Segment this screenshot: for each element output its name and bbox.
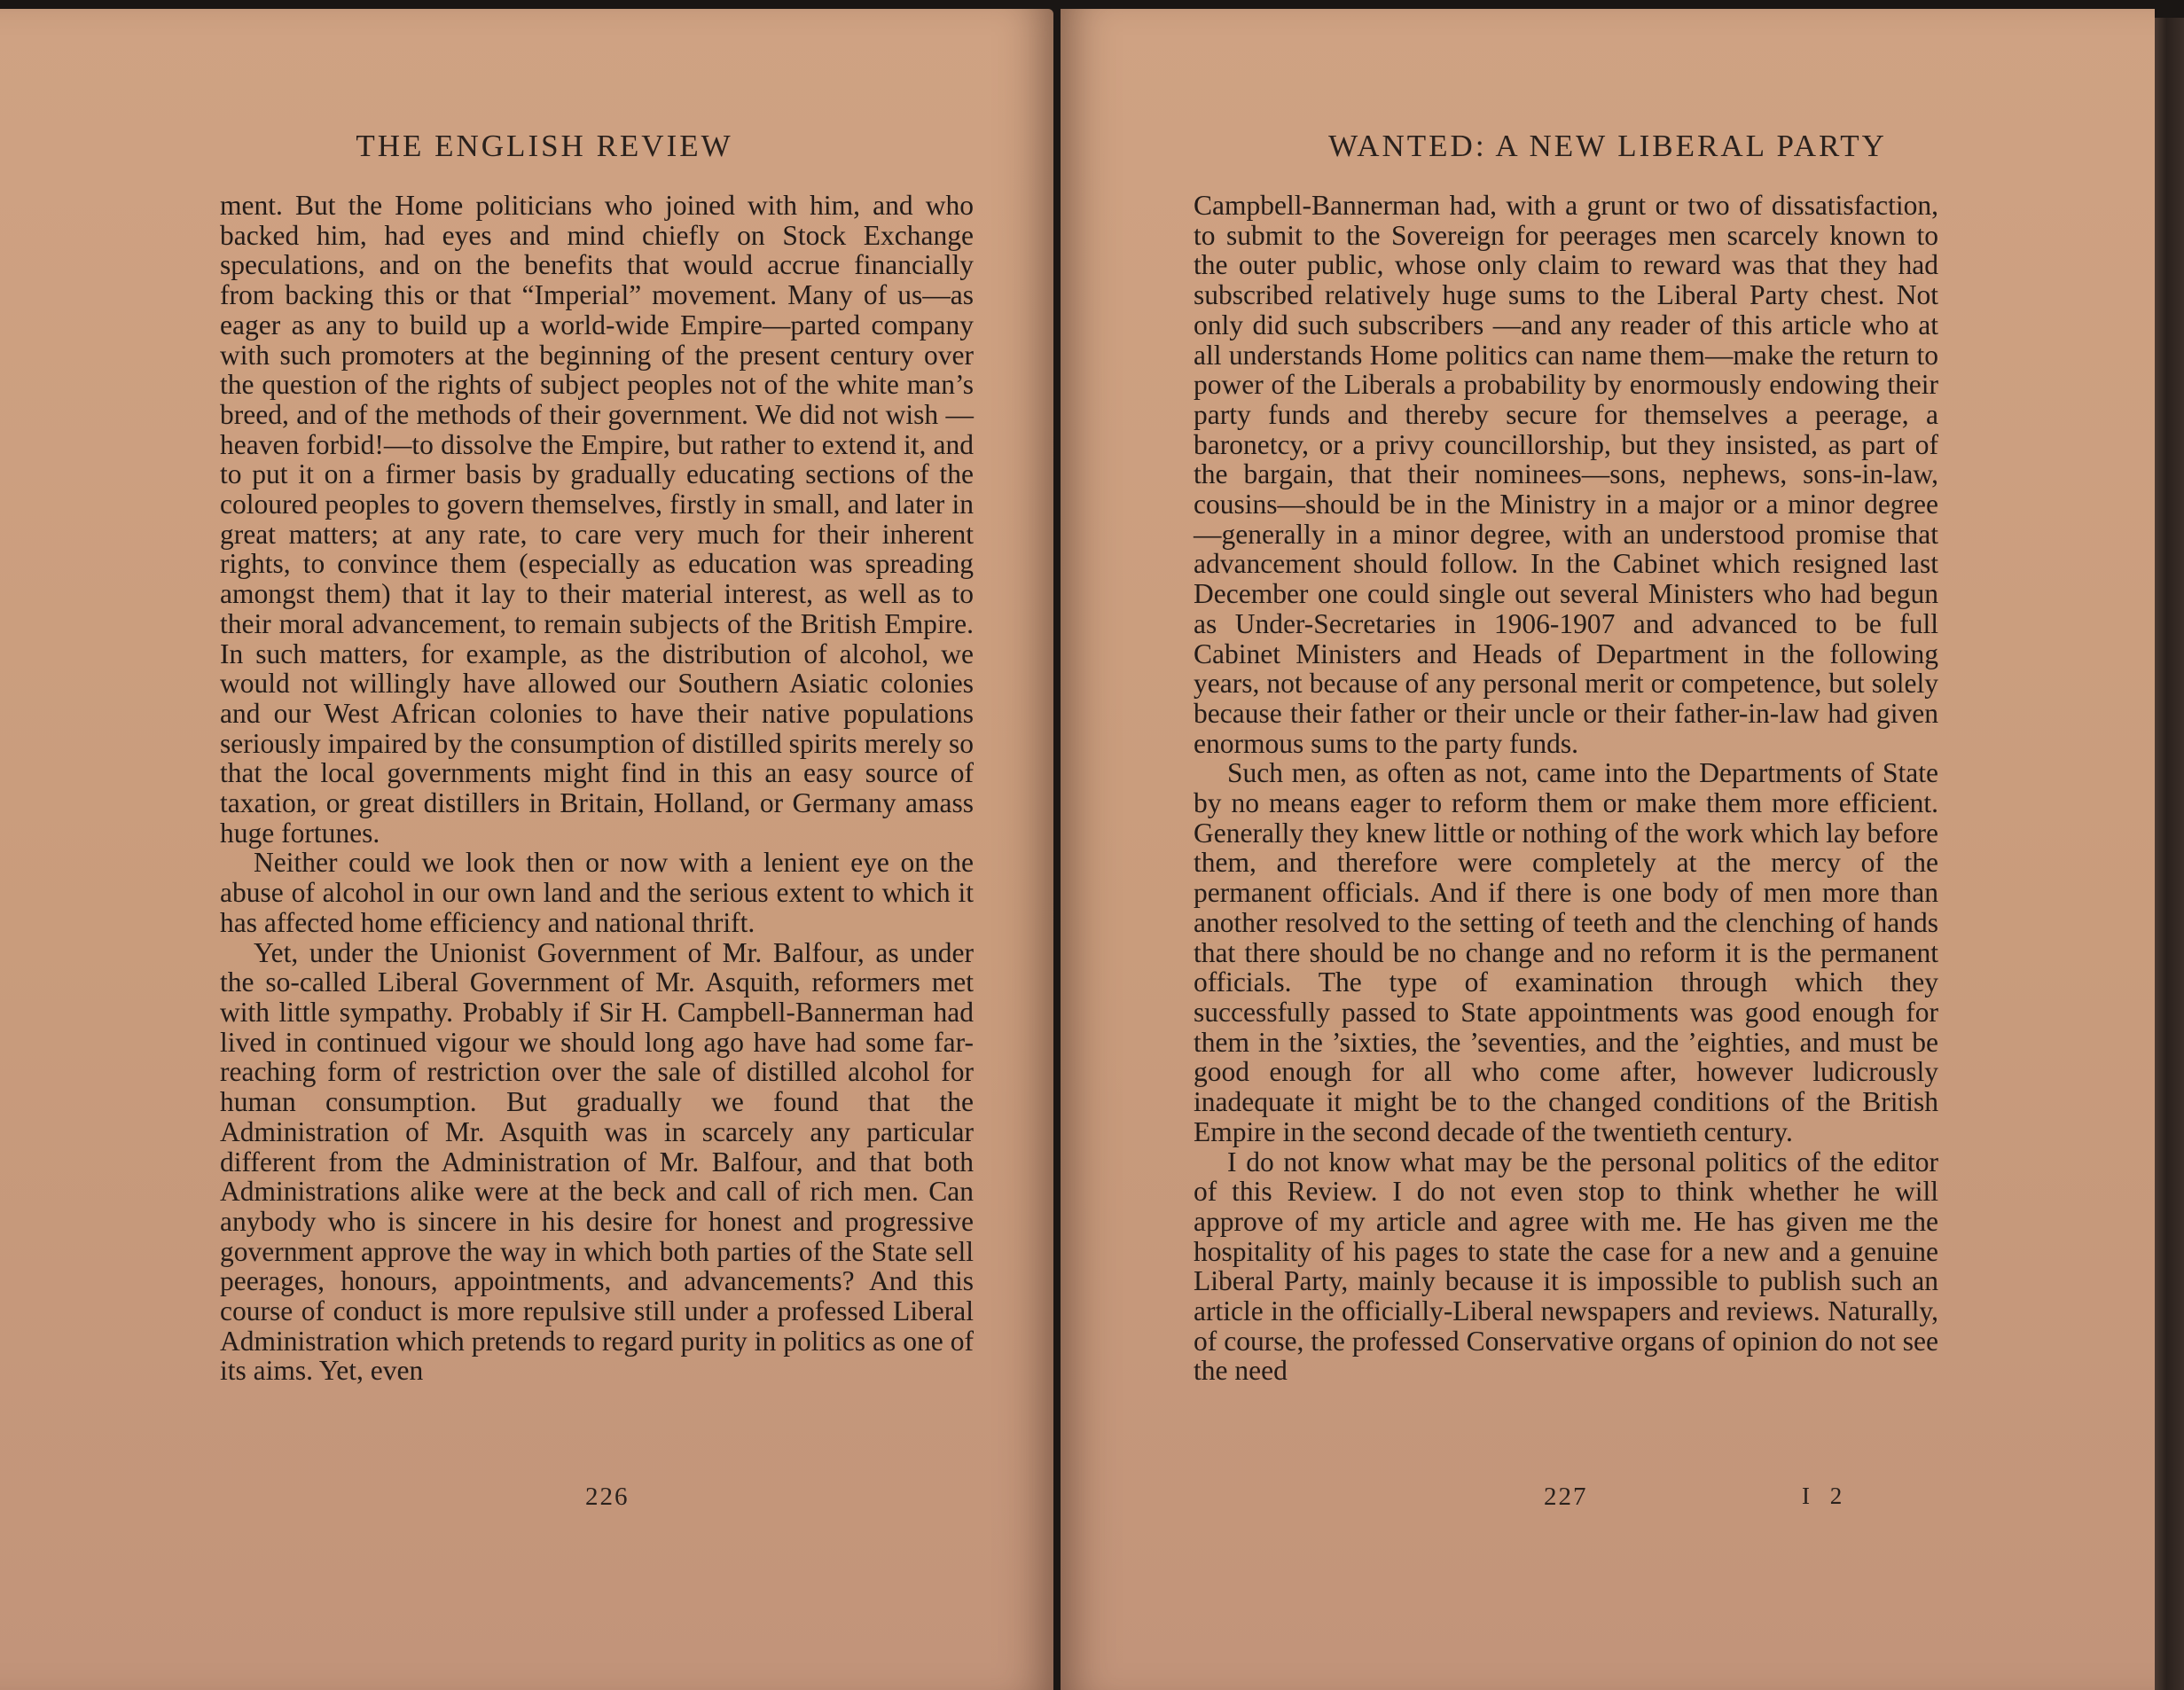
right-page (1061, 9, 2155, 1690)
paragraph: Neither could we look then or now with a lenient eye on the abuse of alcohol in our own land and the serious extent to which it has affected home efficiency and national thrift. (220, 847, 974, 938)
paragraph: I do not know what may be the personal politics of the editor of this Review. I do not even stop to think whether he will approve of my article and agree with me. He has given me the hospitality of his pages to state the case for a new and a genuine Liberal Party, mainly because it is impossible to publish such an article in the officially-Liberal newspapers and reviews. Naturally, of course, the professed Conservative organs of opinion do not see the need (1194, 1146, 1938, 1387)
paragraph: Campbell-Bannerman had, with a grunt or two of dissatisfaction, to submit to the Sovereign for peerages men scarcely known to the outer public, whose only claim to reward was that they had subscribed relatively huge sums to the Liberal Party chest. Not only did such subscribers —and any reader of this article who at all understands Home politics can name them—make the return to power of the Liberals a probability by enormously endowing their party funds and thereby secure for themselves a peerage, a baronetcy, or a privy councillorship, but they insisted, as part of the bargain, that their nominees—sons, nephews, sons-in-law, cousins—should be in the Ministry in a major or a minor degree—generally in a minor degree, with an understood promise that advancement should follow. In the Cabinet which resigned last December one could single out several Ministers who had begun as Under-Secretaries in 1906-1907 and advanced to be full Cabinet Ministers and Heads of Department in the following years, not because of any personal merit or competence, but solely because their father or their uncle or their father-in-law had given enormous sums to the party funds. (1194, 190, 1938, 759)
running-head-left: THE ENGLISH REVIEW (356, 129, 733, 163)
page-block-edge (2155, 18, 2184, 1690)
page-number-right: 227 (1544, 1483, 1588, 1511)
body-text-left (220, 191, 974, 1386)
left-page (0, 9, 1053, 1690)
paragraph: Yet, under the Unionist Government of Mr. Balfour, as under the so-called Liberal Government of Mr. Asquith, reformers met with little sympathy. Probably if Sir H. Campbell-Bannerman had lived in continued vigour we should long ago have had some far-reaching form of restriction over the sale of distilled alcohol for human consumption. But gradually we found that the Administration of Mr. Asquith was in scarcely any particular different from the Administration of Mr. Balfour, and that both Administrations alike were at the beck and call of rich men. Can anybody who is sincere in his desire for honest and progressive government approve the way in which both parties of the State sell peerages, honours, appointments, and advancements? And this course of conduct is more repulsive still under a professed Liberal Administration which pretends to regard purity in politics as one of its aims. Yet, even (220, 936, 974, 1387)
paragraph: ment. But the Home politicians who joined with him, and who backed him, had eyes and mind chiefly on Stock Exchange speculations, and on the benefits that would accrue financially from backing this or that “Imperial” movement. Many of us—as eager as any to build up a world-wide Empire—parted company with such promoters at the beginning of the present century over the question of the rights of subject peoples not of the white man’s breed, and of the methods of their government. We did not wish —heaven forbid!—to dissolve the Empire, but rather to extend it, and to put it on a firmer basis by gradually educating sections of the coloured peoples to govern themselves, firstly in small, and later in great matters; at any rate, to care very much for their inherent rights, to convince them (especially as education was spreading amongst them) that it lay to their material interest, as well as to their moral advancement, to remain subjects of the British Empire. In such matters, for example, as the distribution of alcohol, we would not willingly have allowed our Southern Asiatic colonies and our West African colonies to have their native populations seriously impaired by the consumption of distilled spirits merely so that the local governments might find in this an easy source of taxation, or great distillers in Britain, Holland, or Germany amass huge fortunes. (220, 190, 974, 849)
paragraph: Such men, as often as not, came into the Departments of State by no means eager to reform them or make them more efficient. Generally they knew little or nothing of the work which lay before them, and therefore were completely at the mercy of the permanent officials. And if there is one body of men more than another resolved to the setting of teeth and the clenching of hands that there should be no change and no reform it is the permanent officials. The type of examination through which they successfully passed to State appointments was good enough for them in the ’sixties, the ’seventies, and the ’eighties, and must be good enough for all who come after, however ludicrously inadequate it might be to the changed conditions of the British Empire in the second decade of the twentieth century. (1194, 757, 1938, 1147)
page-number-left: 226 (585, 1483, 630, 1511)
body-text-right (1194, 191, 1938, 1386)
running-head-right: WANTED: A NEW LIBERAL PARTY (1328, 129, 1887, 163)
signature-mark: I 2 (1802, 1483, 1850, 1509)
